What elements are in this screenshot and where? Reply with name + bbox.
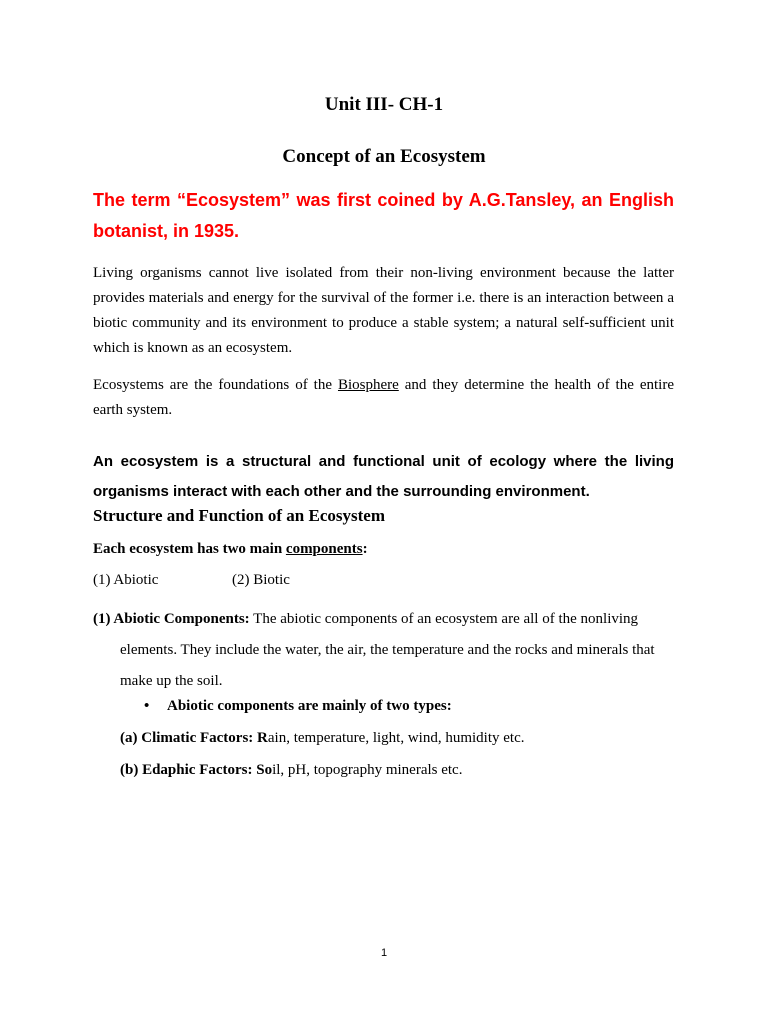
components-link[interactable]: components bbox=[285, 541, 363, 557]
page-number: 1 bbox=[380, 947, 388, 959]
paragraph-biosphere bbox=[93, 373, 674, 423]
components-line bbox=[93, 541, 368, 558]
section-heading: Structure and Function of an Ecosystem bbox=[93, 506, 385, 525]
biosphere-link[interactable]: Biosphere bbox=[337, 377, 399, 393]
paragraph-biosphere-end: and they determine the health of the entire earth system. bbox=[93, 377, 674, 418]
list-item-biotic: (2) Biotic bbox=[232, 572, 290, 588]
components-line-colon: : bbox=[362, 541, 368, 557]
bullet-text: Abiotic components are mainly of two types: bbox=[167, 698, 452, 714]
abiotic-components-paragraph bbox=[93, 604, 674, 697]
components-line-start: Each ecosystem has two main bbox=[93, 541, 286, 557]
climatic-factors bbox=[120, 730, 524, 747]
abiotic-label: (1) Abiotic Components: bbox=[93, 611, 250, 627]
components-list bbox=[93, 572, 290, 589]
climatic-initial: R bbox=[257, 730, 268, 746]
climatic-label: (a) Climatic Factors: bbox=[120, 730, 258, 746]
red-statement: The term “Ecosystem” was first coined by A.G.Tansley, an English botanist, in 1935. bbox=[93, 190, 674, 241]
abiotic-text-first: The abiotic components of an ecosystem are all of the nonliving bbox=[249, 611, 639, 627]
bullet-icon: • bbox=[144, 698, 150, 714]
paragraph-interaction: Living organisms cannot live isolated from their non-living environment because the latter provides materials and energy for the survival of the former i.e. there is an interaction between a biotic community and its environment to produce a stable system; a natural self-sufficient unit which is known as an ecosystem. bbox=[93, 265, 674, 356]
concept-title: Concept of an Ecosystem bbox=[282, 146, 486, 167]
climatic-text: ain, temperature, light, wind, humidity etc. bbox=[267, 730, 525, 746]
edaphic-label: (b) Edaphic Factors: bbox=[120, 762, 257, 778]
edaphic-text: il, pH, topography minerals etc. bbox=[272, 762, 463, 778]
unit-title: Unit III- CH-1 bbox=[324, 94, 444, 115]
ecosystem-definition: An ecosystem is a structural and functional unit of ecology where the living organisms interact with each other and the surrounding environment. bbox=[93, 453, 674, 500]
edaphic-factors bbox=[120, 762, 462, 779]
paragraph-biosphere-start: Ecosystems are the foundations of the bbox=[93, 377, 338, 393]
abiotic-text-rest: elements. They include the water, the air, the temperature and the rocks and minerals that make up the soil. bbox=[120, 642, 655, 689]
list-item-abiotic: (1) Abiotic bbox=[93, 572, 159, 588]
edaphic-initial: So bbox=[256, 762, 273, 778]
abiotic-first-line bbox=[93, 604, 674, 635]
